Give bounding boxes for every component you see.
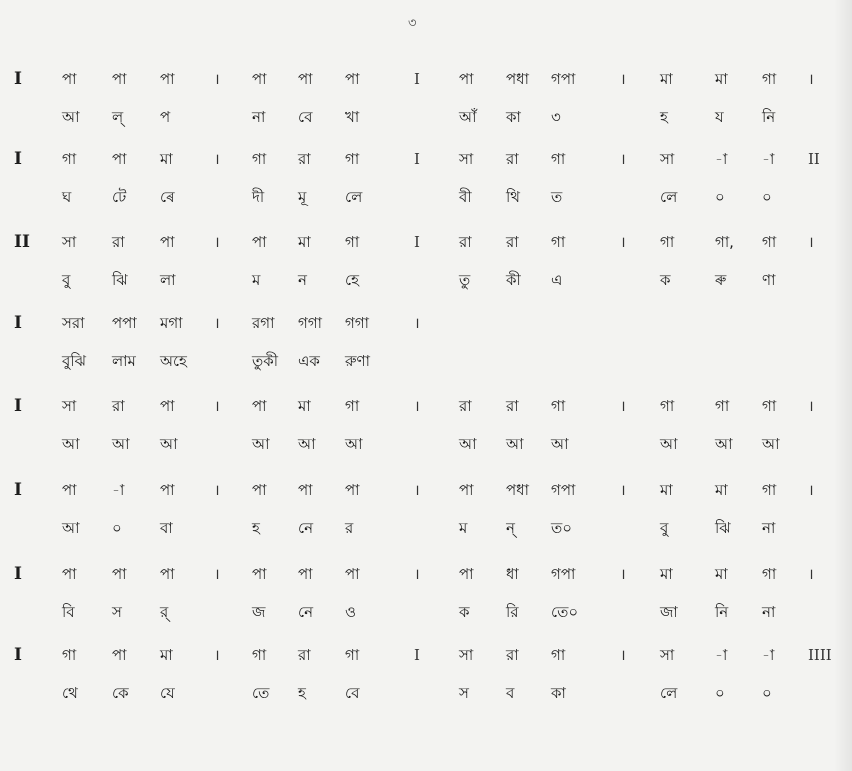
lyric-syllable: রুণা: [345, 352, 370, 370]
swara-note: পা: [298, 565, 313, 583]
swara-note: সরা: [62, 314, 85, 332]
swara-note: গা: [660, 397, 675, 415]
swara-note: গা: [551, 233, 566, 251]
swara-note: পা: [112, 150, 127, 168]
swara-note: গা: [345, 646, 360, 664]
swara-note: গপা: [551, 481, 576, 499]
swara-row: [0, 310, 852, 336]
lyric-syllable: ঝি: [715, 519, 731, 537]
swara-note: গপা: [551, 70, 576, 88]
swara-row: [0, 477, 852, 503]
swara-note: -া: [715, 150, 728, 168]
lyric-syllable: ও: [345, 603, 357, 621]
lyric-syllable: ঝি: [112, 271, 128, 289]
lyric-syllable: যে: [160, 684, 175, 702]
bar-line: ।: [214, 150, 220, 168]
swara-note: রা: [506, 233, 519, 251]
lyric-syllable: টে: [112, 188, 127, 206]
lyric-row: [0, 680, 852, 706]
swara-note: সা: [62, 397, 77, 415]
lyric-syllable: তুকী: [252, 352, 279, 370]
lyric-syllable: তু: [459, 271, 471, 289]
page-number: ৩: [408, 16, 417, 31]
swara-note: মগা: [160, 314, 183, 332]
lyric-syllable: আ: [506, 435, 524, 453]
swara-note: পা: [62, 565, 77, 583]
lyric-syllable: ক: [660, 271, 671, 289]
lyric-syllable: বুঝি: [62, 352, 86, 370]
swara-note: সা: [459, 150, 474, 168]
stanza-start-mark: I: [14, 69, 22, 89]
swara-note: পা: [112, 646, 127, 664]
bar-line: ।: [620, 150, 626, 168]
swara-note: মা: [660, 565, 673, 583]
bar-line: ।: [214, 565, 220, 583]
swara-note: পা: [112, 70, 127, 88]
lyric-syllable: থে: [62, 684, 78, 702]
lyric-syllable: আ: [298, 435, 316, 453]
swara-note: রা: [506, 150, 519, 168]
swara-row: [0, 393, 852, 419]
bar-line: ।: [808, 233, 814, 251]
lyric-syllable: জা: [660, 603, 678, 621]
bar-line: ।: [414, 314, 420, 332]
swara-note: পা: [112, 565, 127, 583]
lyric-syllable: ত: [551, 188, 563, 206]
lyric-syllable: নে: [298, 519, 314, 537]
lyric-syllable: অহে: [160, 352, 187, 370]
lyric-syllable: ক: [459, 603, 470, 621]
lyric-syllable: স: [112, 603, 122, 621]
lyric-syllable: লে: [345, 188, 363, 206]
swara-note: গা: [551, 646, 566, 664]
lyric-syllable: জ: [252, 603, 266, 621]
swara-note: গা: [345, 397, 360, 415]
lyric-syllable: বে: [345, 684, 360, 702]
lyric-syllable: না: [762, 519, 776, 537]
lyric-syllable: হ: [298, 684, 306, 702]
lyric-syllable: লে: [660, 188, 678, 206]
lyric-syllable: ম: [459, 519, 468, 537]
swara-note: মা: [160, 646, 173, 664]
lyric-syllable: তে: [252, 684, 270, 702]
lyric-syllable: আ: [762, 435, 780, 453]
lyric-syllable: আ: [551, 435, 569, 453]
lyric-syllable: বা: [160, 519, 173, 537]
swara-note: মা: [298, 397, 311, 415]
swara-note: পা: [459, 565, 474, 583]
lyric-syllable: ০: [715, 684, 725, 702]
swara-note: গা: [345, 233, 360, 251]
lyric-syllable: দী: [252, 188, 265, 206]
stanza-start-mark: I: [14, 564, 22, 584]
bar-line: ।: [620, 397, 626, 415]
lyric-syllable: না: [762, 603, 776, 621]
swara-note: পা: [345, 565, 360, 583]
swara-note: রা: [506, 397, 519, 415]
lyric-syllable: কী: [506, 271, 521, 289]
lyric-syllable: হে: [345, 271, 359, 289]
lyric-syllable: বু: [660, 519, 669, 537]
lyric-row: [0, 599, 852, 625]
lyric-syllable: এ: [551, 271, 563, 289]
swara-note: -া: [762, 150, 775, 168]
lyric-syllable: ০: [762, 684, 772, 702]
swara-note: মা: [298, 233, 311, 251]
swara-note: গা: [62, 150, 77, 168]
bar-line: ।: [808, 397, 814, 415]
swara-note: মা: [660, 481, 673, 499]
swara-note: পা: [459, 481, 474, 499]
stanza-start-mark: I: [14, 313, 22, 333]
swara-note: পা: [252, 565, 267, 583]
swara-row: [0, 229, 852, 255]
swara-note: গা: [252, 646, 267, 664]
bar-line: ।: [214, 314, 220, 332]
lyric-syllable: স: [459, 684, 469, 702]
lyric-syllable: আ: [715, 435, 733, 453]
lyric-syllable: কা: [506, 108, 521, 126]
bar-line: ।: [620, 565, 626, 583]
lyric-syllable: আ: [345, 435, 363, 453]
swara-row: [0, 66, 852, 92]
swara-note: রা: [459, 397, 472, 415]
lyric-syllable: ৩: [551, 108, 561, 126]
lyric-syllable: ন: [298, 271, 307, 289]
lyric-syllable: লাম: [112, 352, 136, 370]
bar-line: ।: [620, 233, 626, 251]
swara-note: রা: [112, 233, 125, 251]
lyric-syllable: আ: [62, 519, 80, 537]
swara-note: পা: [345, 481, 360, 499]
bar-line: I: [414, 233, 420, 251]
swara-note: সা: [62, 233, 77, 251]
swara-note: গা: [660, 233, 675, 251]
swara-note: পা: [160, 70, 175, 88]
bar-line: I: [414, 646, 420, 664]
lyric-syllable: ব: [506, 684, 515, 702]
swara-note: গা: [715, 397, 730, 415]
lyric-syllable: আ: [62, 435, 80, 453]
lyric-syllable: আ: [62, 108, 80, 126]
swara-note: রা: [112, 397, 125, 415]
swara-note: গা: [551, 397, 566, 415]
lyric-syllable: আ: [660, 435, 678, 453]
lyric-syllable: ন্: [506, 519, 515, 537]
swara-note: ধা: [506, 565, 519, 583]
bar-line: ।: [214, 481, 220, 499]
bar-line: ।: [414, 397, 420, 415]
bar-line: I: [414, 150, 420, 168]
lyric-syllable: ম: [252, 271, 261, 289]
bar-line: ।: [808, 481, 814, 499]
swara-note: রা: [459, 233, 472, 251]
lyric-syllable: নি: [715, 603, 729, 621]
swara-note: পা: [252, 233, 267, 251]
lyric-syllable: কে: [112, 684, 129, 702]
swara-note: পা: [160, 233, 175, 251]
swara-note: সা: [459, 646, 474, 664]
swara-note: গগা: [345, 314, 370, 332]
lyric-row: [0, 348, 852, 374]
bar-line: ।: [808, 70, 814, 88]
lyric-syllable: হ: [252, 519, 260, 537]
swara-note: পা: [62, 70, 77, 88]
bar-line: ।: [620, 70, 626, 88]
bar-line: I: [414, 70, 420, 88]
swara-note: গগা: [298, 314, 323, 332]
bar-line: ।: [414, 565, 420, 583]
lyric-syllable: ০: [715, 188, 725, 206]
bar-line: ।: [214, 70, 220, 88]
lyric-syllable: ০: [112, 519, 122, 537]
lyric-syllable: ণা: [762, 271, 776, 289]
stanza-start-mark: I: [14, 645, 22, 665]
swara-note: পপা: [112, 314, 137, 332]
lyric-syllable: আ: [459, 435, 477, 453]
lyric-syllable: থি: [506, 188, 521, 206]
swara-note: পা: [160, 397, 175, 415]
lyric-syllable: লে: [660, 684, 678, 702]
swara-note: রা: [298, 150, 311, 168]
lyric-syllable: আঁ: [459, 108, 477, 126]
lyric-row: [0, 515, 852, 541]
lyric-syllable: রি: [506, 603, 519, 621]
lyric-syllable: র্: [160, 603, 169, 621]
swara-note: পা: [160, 481, 175, 499]
lyric-syllable: ৰে: [160, 188, 175, 206]
lyric-syllable: ঘ: [62, 188, 72, 206]
lyric-syllable: মূ: [298, 188, 307, 206]
lyric-syllable: ত০: [551, 519, 573, 537]
bar-line: ।: [808, 565, 814, 583]
lyric-syllable: র: [345, 519, 354, 537]
swara-note: পা: [62, 481, 77, 499]
lyric-syllable: বু: [62, 271, 71, 289]
swara-note: সা: [660, 646, 675, 664]
lyric-syllable: হ: [660, 108, 668, 126]
bar-line: ।: [620, 646, 626, 664]
lyric-syllable: ল্: [112, 108, 124, 126]
swara-note: গা: [345, 150, 360, 168]
bar-line: ।: [414, 481, 420, 499]
swara-note: গপা: [551, 565, 576, 583]
swara-note: গা: [252, 150, 267, 168]
lyric-syllable: আ: [252, 435, 270, 453]
swara-note: মা: [715, 70, 728, 88]
lyric-row: [0, 431, 852, 457]
swara-note: পা: [252, 397, 267, 415]
swara-note: গা: [551, 150, 566, 168]
swara-note: গা: [762, 397, 777, 415]
swara-note: মা: [660, 70, 673, 88]
swara-note: -া: [762, 646, 775, 664]
lyric-syllable: আ: [160, 435, 178, 453]
bar-line: ।: [214, 646, 220, 664]
swara-note: -া: [715, 646, 728, 664]
swara-note: রগা: [252, 314, 275, 332]
swara-row: [0, 642, 852, 668]
swara-note: পা: [298, 481, 313, 499]
stanza-start-mark: I: [14, 149, 22, 169]
swara-note: -া: [112, 481, 125, 499]
swara-note: রা: [298, 646, 311, 664]
swara-row: [0, 146, 852, 172]
lyric-syllable: বি: [62, 603, 75, 621]
lyric-syllable: আ: [112, 435, 130, 453]
swara-note: গা: [762, 233, 777, 251]
swara-note: গা: [762, 565, 777, 583]
swara-note: পা: [252, 70, 267, 88]
swara-row: [0, 561, 852, 587]
swara-note: পা: [160, 565, 175, 583]
swara-note: পা: [298, 70, 313, 88]
swara-note: পা: [252, 481, 267, 499]
swara-note: গা: [762, 70, 777, 88]
stanza-start-mark: I: [14, 396, 22, 416]
bar-line: ।: [620, 481, 626, 499]
swara-note: রা: [506, 646, 519, 664]
bar-line: II: [808, 150, 820, 168]
lyric-syllable: নি: [762, 108, 776, 126]
lyric-syllable: প: [160, 108, 171, 126]
bar-line: ।: [214, 233, 220, 251]
stanza-start-mark: I: [14, 480, 22, 500]
lyric-syllable: কা: [551, 684, 566, 702]
stanza-start-mark: II: [14, 232, 30, 252]
lyric-syllable: এক: [298, 352, 320, 370]
lyric-syllable: ০: [762, 188, 772, 206]
swara-note: মা: [715, 565, 728, 583]
lyric-syllable: য: [715, 108, 724, 126]
swara-note: পধা: [506, 70, 529, 88]
swara-note: গা: [762, 481, 777, 499]
lyric-syllable: নে: [298, 603, 314, 621]
bar-line: ।: [214, 397, 220, 415]
lyric-syllable: না: [252, 108, 266, 126]
lyric-row: [0, 184, 852, 210]
lyric-syllable: ৰু: [715, 271, 727, 289]
lyric-row: [0, 104, 852, 130]
lyric-syllable: তে০: [551, 603, 579, 621]
swara-note: গা: [62, 646, 77, 664]
swara-note: গা,: [715, 233, 734, 251]
bar-line: IIII: [808, 646, 832, 664]
swara-note: পা: [459, 70, 474, 88]
lyric-row: [0, 267, 852, 293]
swara-note: পা: [345, 70, 360, 88]
swara-note: মা: [715, 481, 728, 499]
lyric-syllable: খা: [345, 108, 360, 126]
lyric-syllable: বে: [298, 108, 313, 126]
swara-note: পধা: [506, 481, 529, 499]
swara-note: সা: [660, 150, 675, 168]
lyric-syllable: বী: [459, 188, 472, 206]
swara-note: মা: [160, 150, 173, 168]
lyric-syllable: লা: [160, 271, 176, 289]
